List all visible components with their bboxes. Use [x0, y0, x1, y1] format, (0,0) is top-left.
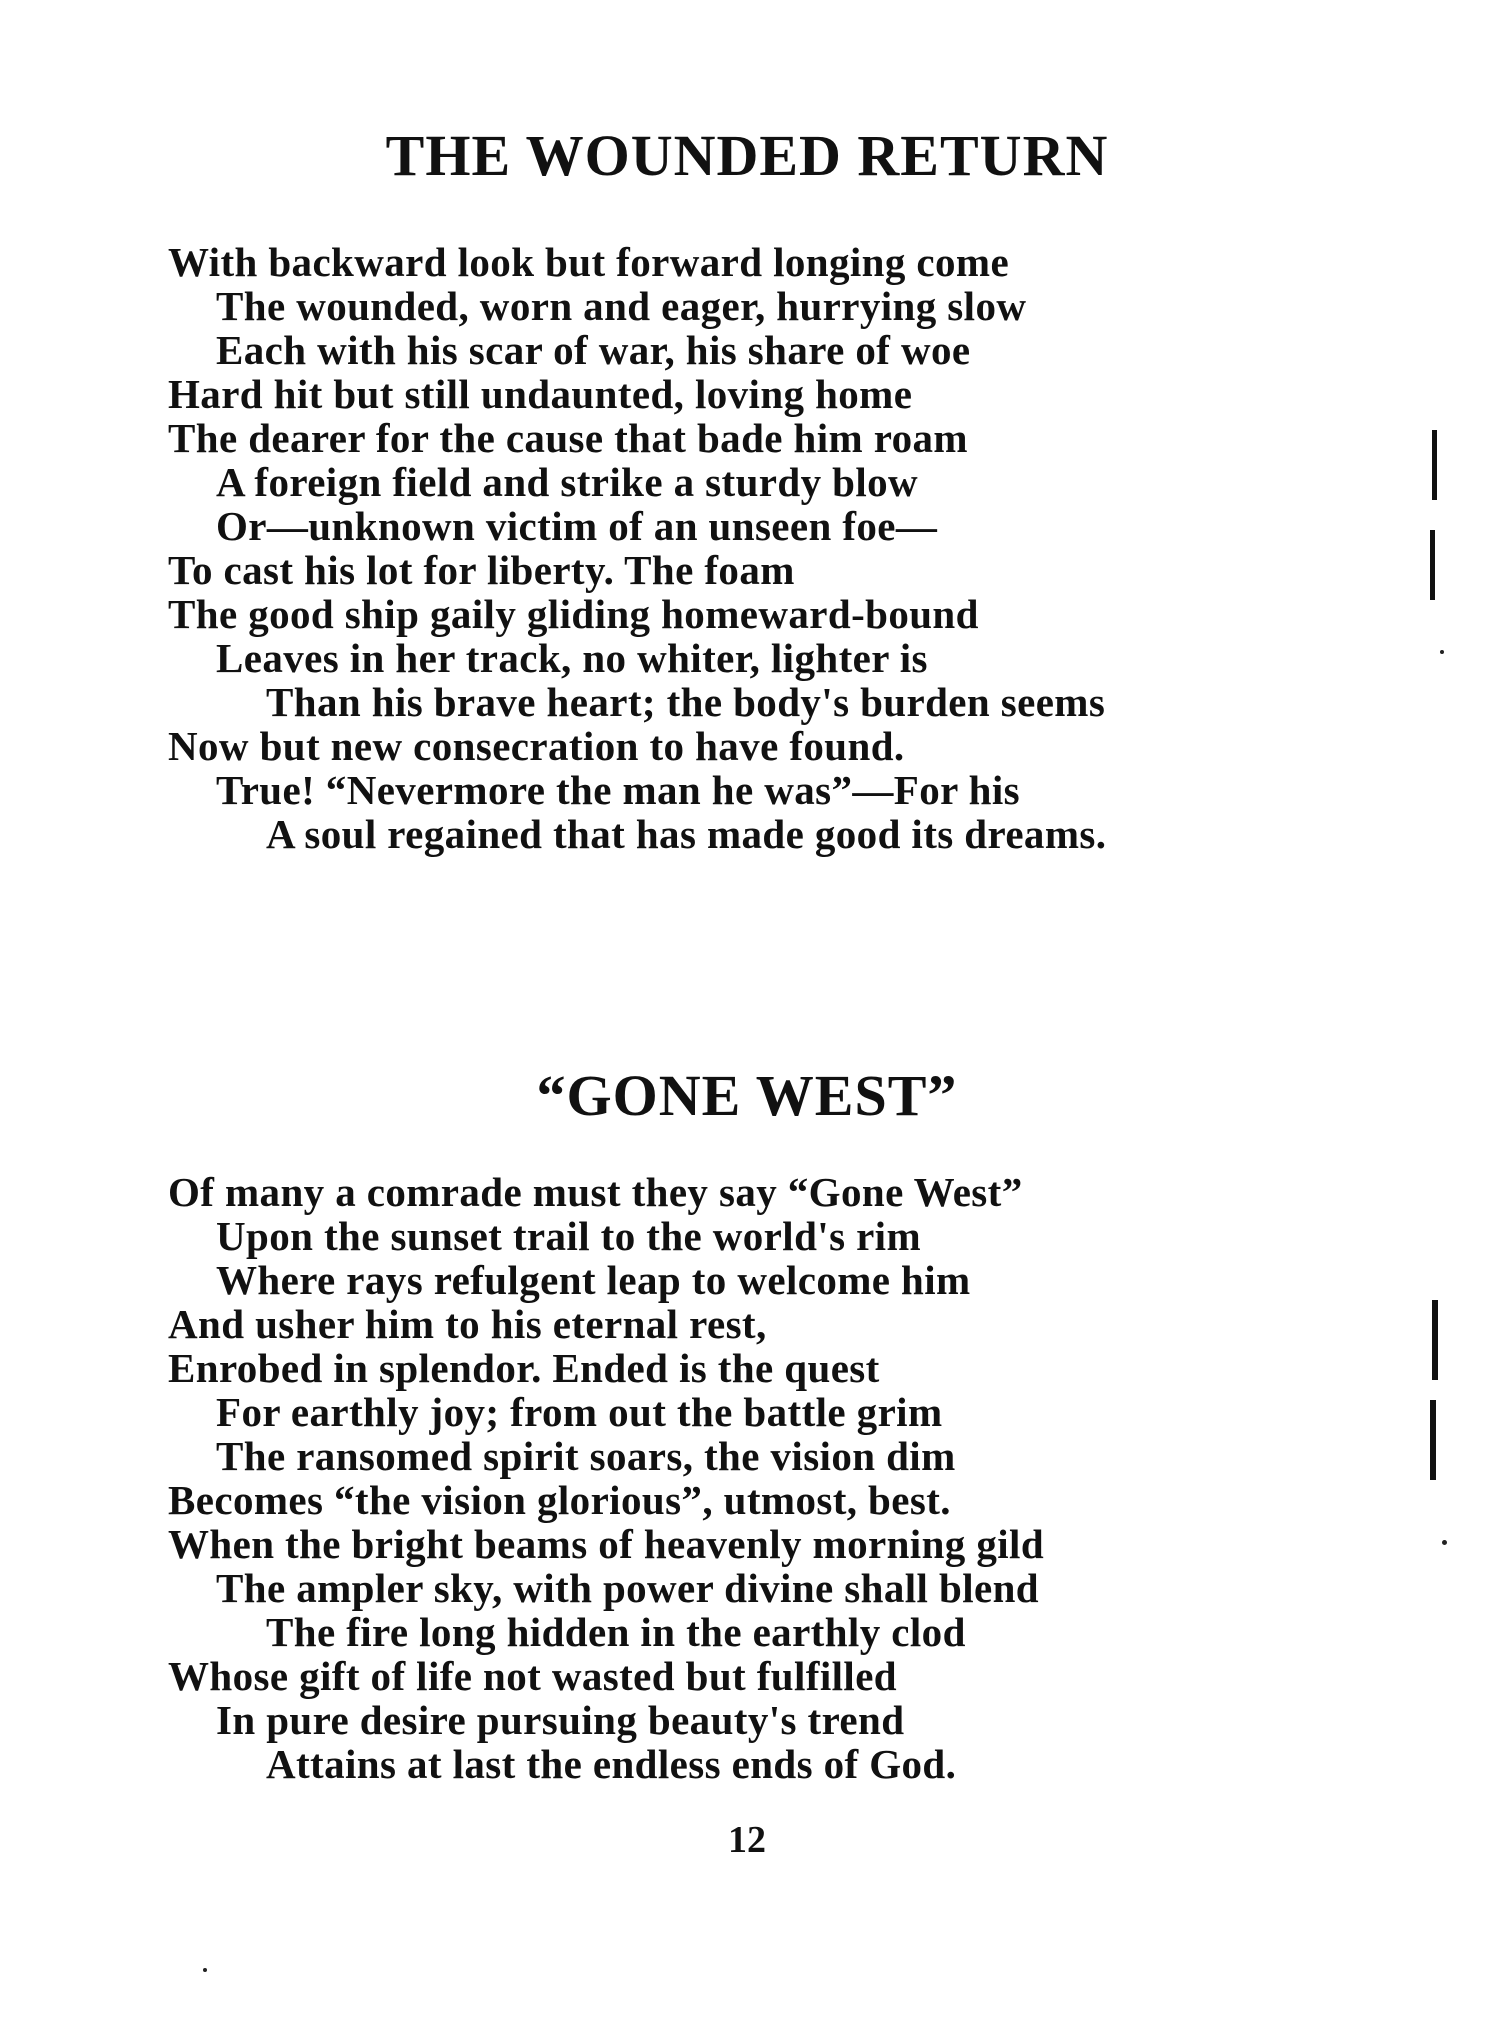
scan-artifact-speck — [1442, 1540, 1447, 1545]
poem-line: Each with his scar of war, his share of woe — [216, 327, 971, 373]
scan-artifact-mark — [1430, 530, 1435, 600]
poem-title-gone-west: “GONE WEST” — [536, 1063, 958, 1128]
poem-line: The ampler sky, with power divine shall blend — [216, 1565, 1039, 1611]
poem-line: Than his brave heart; the body's burden seems — [266, 679, 1106, 725]
poem-line: Enrobed in splendor. Ended is the quest — [168, 1345, 880, 1391]
poem-title-wounded-return: THE WOUNDED RETURN — [385, 123, 1109, 188]
poem-line: The dearer for the cause that bade him roam — [168, 415, 968, 461]
poem-line: Of many a comrade must they say “Gone West” — [168, 1169, 1023, 1215]
poem-line: For earthly joy; from out the battle grim — [216, 1389, 943, 1435]
poem-line: Now but new consecration to have found. — [168, 723, 905, 769]
poem-line: A foreign field and strike a sturdy blow — [216, 459, 919, 505]
poem-line: The wounded, worn and eager, hurrying slow — [216, 283, 1027, 329]
poem-line: In pure desire pursuing beauty's trend — [216, 1697, 905, 1743]
poem-line: Or—unknown victim of an unseen foe— — [216, 503, 938, 549]
poem-line: Becomes “the vision glorious”, utmost, best. — [168, 1477, 951, 1523]
poem-gone-west — [168, 1170, 1044, 1786]
scan-artifact-speck — [203, 1968, 207, 1972]
poem-line: The fire long hidden in the earthly clod — [266, 1609, 966, 1655]
poem-line: The ransomed spirit soars, the vision dim — [216, 1433, 956, 1479]
poem-line: And usher him to his eternal rest, — [168, 1301, 767, 1347]
poem-line: A soul regained that has made good its dreams. — [266, 811, 1107, 857]
poem-line: Leaves in her track, no whiter, lighter is — [216, 635, 928, 681]
page-number: 12 — [728, 1819, 766, 1861]
scan-artifact-mark — [1432, 1300, 1438, 1380]
poem-line: Hard hit but still undaunted, loving home — [168, 371, 913, 417]
poem-wounded-return — [168, 240, 1106, 856]
poem-line: With backward look but forward longing come — [168, 239, 1010, 285]
poem-line: True! “Nevermore the man he was”—For his — [216, 767, 1020, 813]
poem-line: Upon the sunset trail to the world's rim — [216, 1213, 922, 1259]
poem-line: Where rays refulgent leap to welcome him — [216, 1257, 971, 1303]
poem-line: When the bright beams of heavenly morning gild — [168, 1521, 1045, 1567]
poem-line: Attains at last the endless ends of God. — [266, 1741, 957, 1787]
poem-line: Whose gift of life not wasted but fulfilled — [168, 1653, 897, 1699]
poem-line: To cast his lot for liberty. The foam — [168, 547, 795, 593]
scan-artifact-speck — [1440, 650, 1444, 654]
poem-line: The good ship gaily gliding homeward-bound — [168, 591, 979, 637]
scan-artifact-mark — [1432, 430, 1437, 500]
scan-artifact-mark — [1430, 1400, 1436, 1480]
